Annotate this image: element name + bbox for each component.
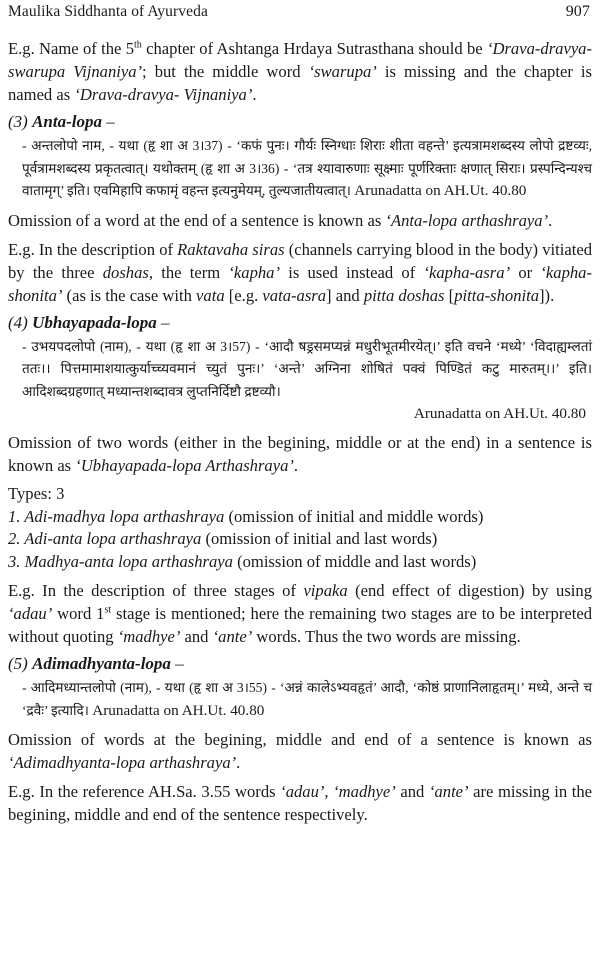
running-title: Maulika Siddhanta of Ayurveda xyxy=(8,3,208,20)
citation: Arunadatta on AH.Ut. 40.80 xyxy=(413,405,586,422)
type-note: (omission of initial and middle words) xyxy=(224,506,484,526)
sanskrit-quote-anta-lopa xyxy=(22,135,592,203)
section-number: (3) xyxy=(8,112,33,131)
example-text: stage is mentioned; here the remaining two stages are to be interpreted without quoting xyxy=(8,604,592,646)
example-italic-term: ‘adau’ xyxy=(280,782,325,801)
sanskrit-text: - आदिमध्यान्तलोपो (नाम), - यथा (हृ शा अ 3।55) - ‘अन्नं कालेऽभ्यवहृतं’ आदौ, ‘कोष्ठं प्राणानिलाहृतम्।’ मध्ये, अन्ते च ‘द्रवैः’ इत्यादि। xyxy=(22,680,592,718)
type-item xyxy=(8,506,592,529)
example-text: (end effect of digestion) by using xyxy=(347,581,592,600)
example-text: [e.g. xyxy=(224,285,263,305)
intro-text-d: ; but the middle word xyxy=(142,62,309,81)
example-text: ]). xyxy=(539,285,555,305)
example-text: words. Thus the two words are missing. xyxy=(252,627,521,646)
types-label: Types: 3 xyxy=(8,484,65,503)
sanskrit-quote-adimadhyanta-lopa xyxy=(22,677,592,722)
definition-term: ‘Ubhayapada-lopa Arthashraya’ xyxy=(75,456,294,475)
page-number: 907 xyxy=(565,3,590,20)
type-note: (omission of middle and last words) xyxy=(232,551,477,571)
citation: Arunadatta on AH.Ut. 40.80 xyxy=(354,182,527,199)
sanskrit-quote-ubhayapada-lopa xyxy=(22,336,592,404)
intro-term-named: ‘Drava-dravya- Vijnaniya’ xyxy=(74,85,253,104)
example-text: E.g. In the reference AH.Sa. 3.55 words xyxy=(8,782,281,801)
section-dash: – xyxy=(101,112,115,131)
example-text: or xyxy=(510,262,541,282)
example-italic-term: ‘madhye’ xyxy=(333,782,396,801)
page-header xyxy=(8,0,592,29)
definition-term: ‘Anta-lopa arthashraya’ xyxy=(385,210,549,230)
example-italic-term: pitta-shonita xyxy=(454,285,540,305)
type-term: 2. Adi-anta lopa arthashraya xyxy=(8,529,202,548)
section-dash: – xyxy=(170,654,184,673)
example-paragraph-anta-lopa xyxy=(8,238,592,307)
example-text: is used instead of xyxy=(279,262,424,282)
example-text: , xyxy=(324,782,334,801)
example-text: (as is the case with xyxy=(62,285,197,305)
example-italic-term: ‘kapha-asra’ xyxy=(423,262,511,282)
example-italic-term: ‘adau’ xyxy=(8,604,53,623)
example-text: and xyxy=(395,782,429,801)
intro-text-a: E.g. Name of the 5 xyxy=(8,39,135,58)
omission-definition-anta-lopa xyxy=(8,209,592,232)
example-italic-term: ‘kapha-shonita’ xyxy=(8,262,592,305)
definition-term: ‘Adimadhyanta-lopa arthashraya’ xyxy=(8,753,237,772)
section-name: Anta-lopa xyxy=(32,112,102,131)
section-name: Ubhayapada-lopa xyxy=(32,312,157,332)
section-name: Adimadhyanta-lopa xyxy=(32,654,171,673)
definition-end: . xyxy=(236,753,241,772)
section-heading-anta-lopa xyxy=(8,110,592,133)
example-italic-term: vata-asra xyxy=(262,285,327,305)
example-text: are missing in the begining, middle and end of the sentence respectively. xyxy=(8,782,592,824)
definition-text: Omission of two words (either in the begining, middle or at the end) in a sentence is known as xyxy=(8,433,592,475)
intro-text-f: is missing and the chapter is named as xyxy=(8,62,592,104)
type-item xyxy=(8,551,592,574)
example-paragraph-ubhayapada-lopa xyxy=(8,579,592,648)
example-italic-term: ‘madhye’ xyxy=(117,627,181,646)
definition-text: Omission of a word at the end of a sentence is known as xyxy=(8,210,386,230)
omission-definition-ubhayapada-lopa xyxy=(8,431,592,477)
intro-text-h: . xyxy=(252,85,257,104)
sanskrit-text: - अन्तलोपो नाम, - यथा (हृ शा अ 3।37) - ‘कफं पुनः। गौर्यः स्निग्धाः शिराः शीता वहन्ते’ इत्यत्रामशब्दस्य लोपो द्रष्टव्यः, पूर्वत्रामशब्दस्य प्रकृतत्वात्। यथोक्तम् (हृ शा अ 3।36) - ‘तत्र श्यावारुणाः सूक्ष्माः पूर्णरिक्ताः क्षणात् सिराः। प्रस्पन्दिन्यश्च वातामृग्’ इति। एवमिहापि कफामृं वहन्त इत्यनुमेयम्, तुल्यजातीयत्वात्। xyxy=(22,138,592,198)
section-number: (5) xyxy=(8,654,33,673)
section-heading-ubhayapada-lopa xyxy=(8,311,592,334)
example-italic-term: vata xyxy=(196,285,225,305)
example-text: E.g. In the description of three stages of xyxy=(8,581,304,600)
example-text: word 1 xyxy=(52,604,105,623)
type-item xyxy=(8,528,592,551)
example-italic-term: ‘ante’ xyxy=(428,782,469,801)
intro-term-full: ‘Drava-dravya-swarupa Vijnaniya’ xyxy=(8,39,593,81)
example-paragraph-adimadhyanta-lopa xyxy=(8,780,592,826)
sanskrit-text: - उभयपदलोपो (नाम), - यथा (हृ शा अ 3।57) - ‘आदौ षड्रसमप्यन्नं मधुरीभूतमीरयेत्।’ इति वचने ‘मध्ये’ ‘विदाह्यम्लतां ततः।। पित्तमामाशयात्कुर्याच्च्यवमानं च्युतं पुनः।’ ‘अन्ते’ अग्निना शोषितं पक्वं पिण्डितं कटु मारुतम्।।’ इति। आदिशब्दग्रहणात् मध्यान्तशब्दावत्र लुप्तनिर्दिष्टौ द्रष्टव्यौ। xyxy=(22,338,592,399)
section-number: (4) xyxy=(8,312,33,332)
example-text: E.g. In the description of xyxy=(8,239,178,259)
intro-paragraph xyxy=(8,37,592,106)
example-italic-term: vipaka xyxy=(303,581,348,600)
example-text: [ xyxy=(444,285,455,305)
intro-term-missing: ‘swarupa’ xyxy=(308,62,377,81)
types-list xyxy=(8,483,592,573)
definition-end: . xyxy=(293,456,299,475)
definition-end: . xyxy=(548,210,553,230)
example-text: st xyxy=(104,604,112,616)
intro-superscript: th xyxy=(134,39,142,51)
omission-definition-adimadhyanta-lopa xyxy=(8,728,592,774)
example-italic-term: doshas xyxy=(102,262,149,282)
citation: Arunadatta on AH.Ut. 40.80 xyxy=(92,701,265,719)
intro-text-b: chapter of Ashtanga Hrdaya Sutrasthana should be xyxy=(141,39,487,58)
example-italic-term: Raktavaha siras xyxy=(177,239,285,259)
example-italic-term: pitta doshas xyxy=(363,285,445,305)
section-heading-adimadhyanta-lopa xyxy=(8,652,592,675)
type-note: (omission of initial and last words) xyxy=(201,529,438,548)
example-text: ] and xyxy=(326,285,364,305)
example-text: and xyxy=(180,627,213,646)
section-dash: – xyxy=(156,312,170,332)
example-text: , the term xyxy=(148,262,229,282)
type-term: 1. Adi-madhya lopa arthashraya xyxy=(8,506,225,526)
example-italic-term: ‘kapha’ xyxy=(228,262,280,282)
definition-text: Omission of words at the begining, middle and end of a sentence is known as xyxy=(8,730,592,749)
type-term: 3. Madhya-anta lopa arthashraya xyxy=(8,551,233,571)
example-italic-term: ‘ante’ xyxy=(212,627,253,646)
example-text: (channels carrying blood in the body) vitiated by the three xyxy=(8,239,593,282)
